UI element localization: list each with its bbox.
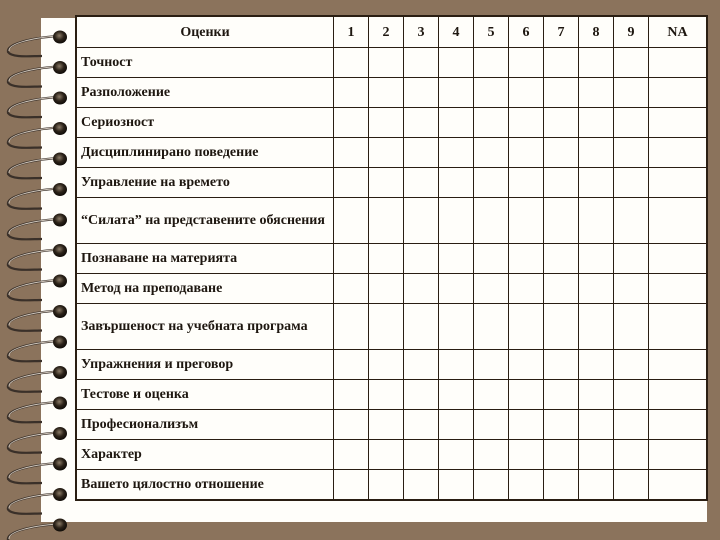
score-cell-1[interactable]	[334, 304, 369, 350]
score-header-8: 8	[579, 16, 614, 48]
table-row	[76, 440, 707, 470]
score-cell-9[interactable]	[614, 410, 649, 440]
score-cell-8[interactable]	[579, 48, 614, 78]
score-cell-8[interactable]	[579, 198, 614, 244]
score-cell-2[interactable]	[369, 244, 404, 274]
score-cell-2[interactable]	[369, 274, 404, 304]
score-cell-9[interactable]	[614, 380, 649, 410]
score-cell-9[interactable]	[614, 198, 649, 244]
criterion-label: Характер	[76, 440, 334, 470]
score-cell-8[interactable]	[579, 380, 614, 410]
score-header-7: 7	[544, 16, 579, 48]
table-row	[76, 48, 707, 78]
score-cell-5[interactable]	[474, 440, 509, 470]
score-cell-4[interactable]	[439, 274, 474, 304]
score-cell-4[interactable]	[439, 380, 474, 410]
criterion-label: Сериозност	[76, 108, 334, 138]
score-header-2: 2	[369, 16, 404, 48]
score-cell-na[interactable]	[649, 380, 708, 410]
score-cell-9[interactable]	[614, 48, 649, 78]
score-cell-7[interactable]	[544, 470, 579, 501]
score-cell-9[interactable]	[614, 470, 649, 501]
score-cell-1[interactable]	[334, 244, 369, 274]
score-cell-3[interactable]	[404, 108, 439, 138]
score-cell-6[interactable]	[509, 350, 544, 380]
score-cell-2[interactable]	[369, 138, 404, 168]
score-cell-8[interactable]	[579, 168, 614, 198]
score-cell-1[interactable]	[334, 108, 369, 138]
score-cell-5[interactable]	[474, 168, 509, 198]
score-cell-1[interactable]	[334, 410, 369, 440]
score-cell-4[interactable]	[439, 138, 474, 168]
score-cell-5[interactable]	[474, 138, 509, 168]
score-cell-2[interactable]	[369, 380, 404, 410]
score-cell-8[interactable]	[579, 108, 614, 138]
score-cell-5[interactable]	[474, 48, 509, 78]
criterion-label: Упражнения и преговор	[76, 350, 334, 380]
score-cell-1[interactable]	[334, 198, 369, 244]
score-cell-9[interactable]	[614, 78, 649, 108]
score-cell-5[interactable]	[474, 470, 509, 501]
score-cell-6[interactable]	[509, 138, 544, 168]
score-cell-1[interactable]	[334, 48, 369, 78]
score-cell-4[interactable]	[439, 244, 474, 274]
table-row	[76, 198, 707, 244]
score-cell-7[interactable]	[544, 168, 579, 198]
criterion-label: Завършеност на учебната програма	[76, 304, 334, 350]
score-cell-na[interactable]	[649, 198, 708, 244]
score-cell-na[interactable]	[649, 168, 708, 198]
score-cell-2[interactable]	[369, 304, 404, 350]
score-cell-5[interactable]	[474, 244, 509, 274]
score-header-3: 3	[404, 16, 439, 48]
score-cell-2[interactable]	[369, 470, 404, 501]
score-cell-4[interactable]	[439, 410, 474, 440]
score-cell-5[interactable]	[474, 410, 509, 440]
score-cell-2[interactable]	[369, 440, 404, 470]
score-cell-na[interactable]	[649, 138, 708, 168]
table-row	[76, 380, 707, 410]
criterion-label: Професионализъм	[76, 410, 334, 440]
score-cell-na[interactable]	[649, 78, 708, 108]
score-cell-na[interactable]	[649, 244, 708, 274]
score-cell-7[interactable]	[544, 108, 579, 138]
score-cell-5[interactable]	[474, 274, 509, 304]
score-cell-6[interactable]	[509, 108, 544, 138]
criterion-label: Разположение	[76, 78, 334, 108]
score-cell-6[interactable]	[509, 78, 544, 108]
score-cell-7[interactable]	[544, 138, 579, 168]
score-cell-3[interactable]	[404, 470, 439, 501]
score-cell-7[interactable]	[544, 440, 579, 470]
table-row	[76, 244, 707, 274]
score-cell-4[interactable]	[439, 440, 474, 470]
score-cell-6[interactable]	[509, 244, 544, 274]
score-cell-9[interactable]	[614, 168, 649, 198]
score-cell-6[interactable]	[509, 48, 544, 78]
table-row	[76, 108, 707, 138]
header-row	[76, 16, 707, 48]
criterion-label: Дисциплинирано поведение	[76, 138, 334, 168]
score-cell-2[interactable]	[369, 108, 404, 138]
score-cell-8[interactable]	[579, 410, 614, 440]
score-cell-6[interactable]	[509, 440, 544, 470]
score-cell-1[interactable]	[334, 168, 369, 198]
criterion-label: Вашето цялостно отношение	[76, 470, 334, 501]
score-header-5: 5	[474, 16, 509, 48]
criterion-label: Точност	[76, 48, 334, 78]
score-cell-4[interactable]	[439, 198, 474, 244]
score-cell-na[interactable]	[649, 470, 708, 501]
score-cell-7[interactable]	[544, 274, 579, 304]
score-cell-6[interactable]	[509, 198, 544, 244]
criteria-header: Оценки	[76, 16, 334, 48]
score-cell-na[interactable]	[649, 108, 708, 138]
score-header-6: 6	[509, 16, 544, 48]
score-cell-3[interactable]	[404, 198, 439, 244]
score-cell-8[interactable]	[579, 440, 614, 470]
score-cell-2[interactable]	[369, 410, 404, 440]
score-cell-5[interactable]	[474, 350, 509, 380]
score-cell-9[interactable]	[614, 304, 649, 350]
score-cell-6[interactable]	[509, 410, 544, 440]
score-cell-7[interactable]	[544, 78, 579, 108]
score-cell-4[interactable]	[439, 48, 474, 78]
table-row	[76, 350, 707, 380]
score-cell-3[interactable]	[404, 274, 439, 304]
score-cell-1[interactable]	[334, 350, 369, 380]
score-cell-na[interactable]	[649, 48, 708, 78]
spiral-binding-icon	[0, 0, 80, 540]
score-cell-1[interactable]	[334, 380, 369, 410]
score-cell-2[interactable]	[369, 168, 404, 198]
score-cell-1[interactable]	[334, 138, 369, 168]
evaluation-table	[75, 15, 708, 501]
table-row	[76, 470, 707, 501]
score-cell-8[interactable]	[579, 470, 614, 501]
score-cell-9[interactable]	[614, 350, 649, 380]
score-cell-9[interactable]	[614, 108, 649, 138]
score-cell-7[interactable]	[544, 410, 579, 440]
score-cell-na[interactable]	[649, 440, 708, 470]
score-cell-5[interactable]	[474, 78, 509, 108]
score-cell-7[interactable]	[544, 198, 579, 244]
score-cell-8[interactable]	[579, 244, 614, 274]
score-cell-3[interactable]	[404, 410, 439, 440]
score-cell-4[interactable]	[439, 108, 474, 138]
table-row	[76, 168, 707, 198]
score-cell-2[interactable]	[369, 198, 404, 244]
criterion-label: Познаване на материята	[76, 244, 334, 274]
score-cell-3[interactable]	[404, 350, 439, 380]
score-cell-na[interactable]	[649, 350, 708, 380]
score-cell-7[interactable]	[544, 48, 579, 78]
criterion-label: Управление на времето	[76, 168, 334, 198]
table-row	[76, 138, 707, 168]
score-cell-2[interactable]	[369, 48, 404, 78]
score-cell-3[interactable]	[404, 304, 439, 350]
score-header-na: NA	[649, 16, 708, 48]
score-header-9: 9	[614, 16, 649, 48]
table-row	[76, 410, 707, 440]
score-cell-3[interactable]	[404, 138, 439, 168]
score-cell-3[interactable]	[404, 380, 439, 410]
score-cell-2[interactable]	[369, 350, 404, 380]
score-cell-7[interactable]	[544, 380, 579, 410]
score-cell-3[interactable]	[404, 244, 439, 274]
score-cell-8[interactable]	[579, 78, 614, 108]
score-cell-9[interactable]	[614, 138, 649, 168]
table-row	[76, 304, 707, 350]
score-cell-4[interactable]	[439, 304, 474, 350]
criterion-label: Метод на преподаване	[76, 274, 334, 304]
criterion-label: Тестове и оценка	[76, 380, 334, 410]
score-cell-4[interactable]	[439, 470, 474, 501]
score-cell-6[interactable]	[509, 304, 544, 350]
score-cell-na[interactable]	[649, 274, 708, 304]
score-cell-6[interactable]	[509, 274, 544, 304]
score-cell-8[interactable]	[579, 138, 614, 168]
criterion-label: “Силата” на представените обяснения	[76, 198, 334, 244]
score-cell-na[interactable]	[649, 304, 708, 350]
score-cell-3[interactable]	[404, 78, 439, 108]
score-cell-7[interactable]	[544, 304, 579, 350]
score-cell-1[interactable]	[334, 78, 369, 108]
score-cell-7[interactable]	[544, 350, 579, 380]
table-row	[76, 78, 707, 108]
score-cell-1[interactable]	[334, 470, 369, 501]
score-cell-3[interactable]	[404, 168, 439, 198]
score-cell-9[interactable]	[614, 440, 649, 470]
table-row	[76, 274, 707, 304]
score-cell-5[interactable]	[474, 380, 509, 410]
score-cell-6[interactable]	[509, 168, 544, 198]
score-cell-3[interactable]	[404, 48, 439, 78]
score-cell-1[interactable]	[334, 274, 369, 304]
score-cell-2[interactable]	[369, 78, 404, 108]
score-cell-1[interactable]	[334, 440, 369, 470]
score-cell-8[interactable]	[579, 350, 614, 380]
score-cell-3[interactable]	[404, 440, 439, 470]
score-header-1: 1	[334, 16, 369, 48]
score-cell-4[interactable]	[439, 78, 474, 108]
score-cell-6[interactable]	[509, 470, 544, 501]
score-cell-5[interactable]	[474, 198, 509, 244]
score-header-4: 4	[439, 16, 474, 48]
score-cell-9[interactable]	[614, 244, 649, 274]
score-cell-5[interactable]	[474, 108, 509, 138]
score-cell-8[interactable]	[579, 304, 614, 350]
score-cell-5[interactable]	[474, 304, 509, 350]
score-cell-na[interactable]	[649, 410, 708, 440]
score-cell-7[interactable]	[544, 244, 579, 274]
score-cell-8[interactable]	[579, 274, 614, 304]
score-cell-4[interactable]	[439, 350, 474, 380]
score-cell-6[interactable]	[509, 380, 544, 410]
score-cell-4[interactable]	[439, 168, 474, 198]
score-cell-9[interactable]	[614, 274, 649, 304]
